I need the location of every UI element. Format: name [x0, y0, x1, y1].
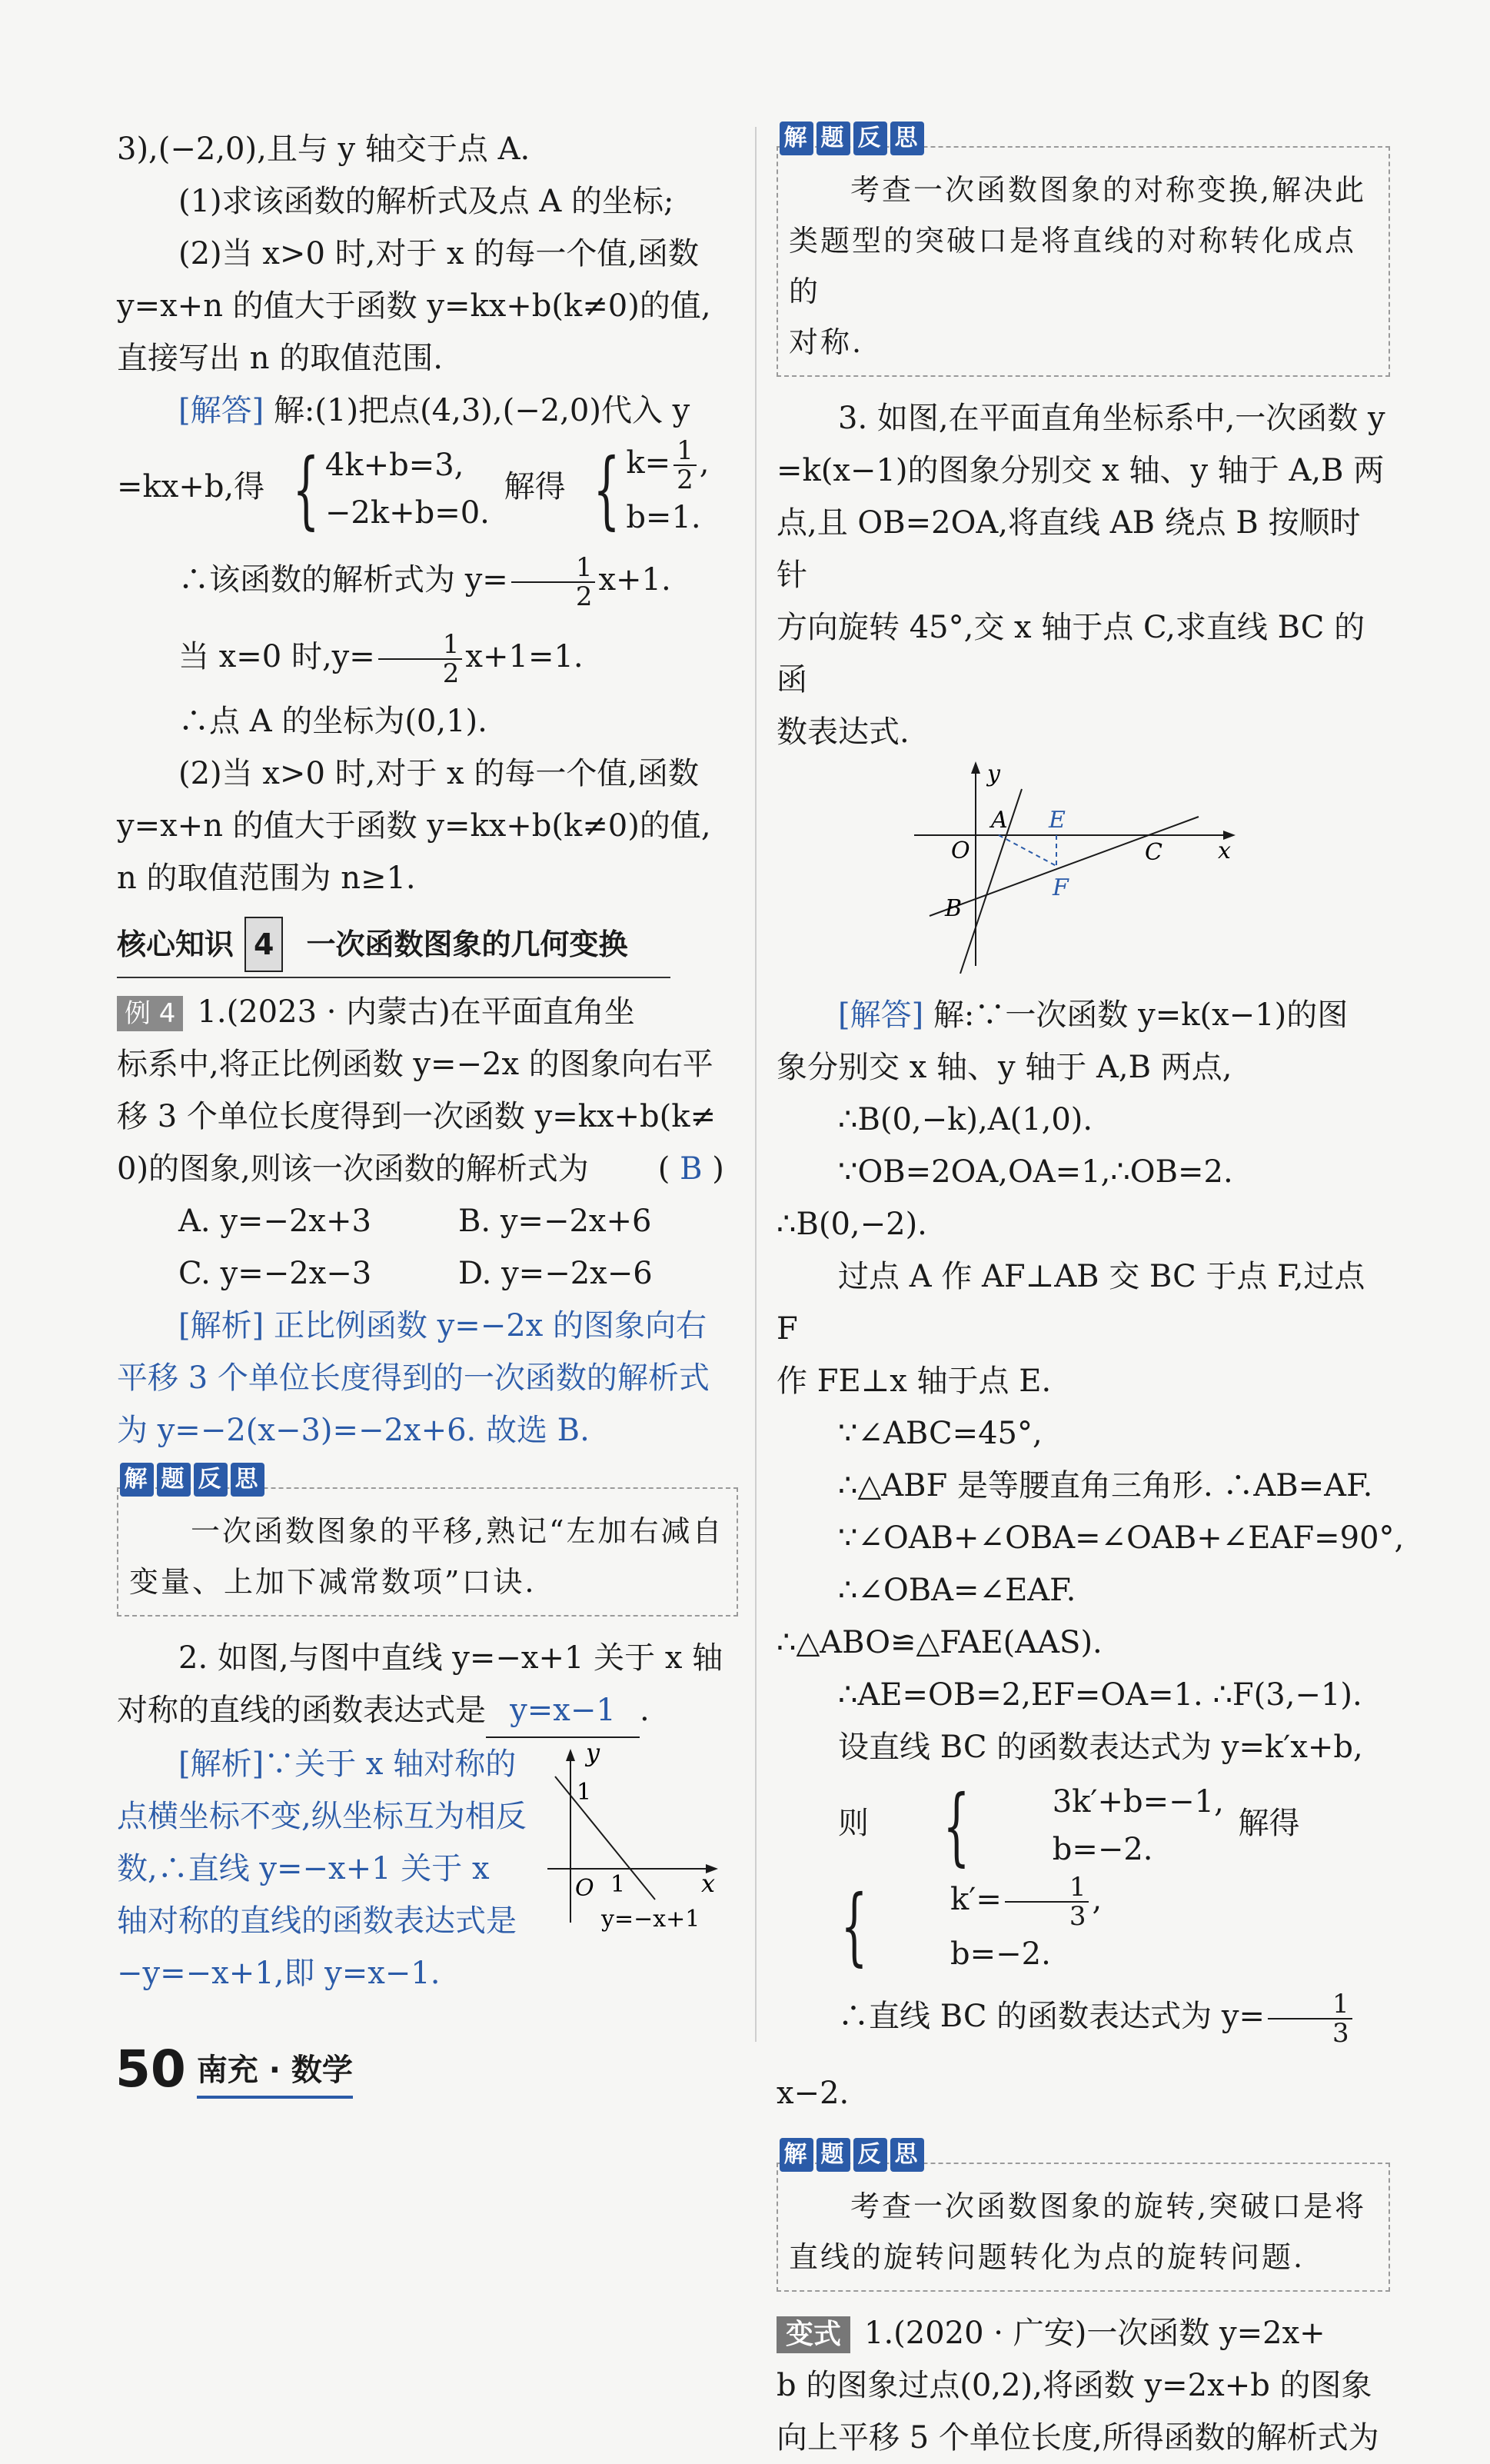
reflection-box-3: 解 题 反 思 考查一次函数图象的旋转,突破口是将 直线的旋转问题转化为点的旋转问题.: [777, 2163, 1390, 2292]
question-2-title-2: 对称的直线的函数表达式是 y=x−1 .: [117, 1684, 738, 1738]
example-label: 例 4: [117, 996, 183, 1031]
reflection-label: 解 题 反 思: [120, 1463, 268, 1497]
reflection-label: 解 题 反 思: [780, 122, 927, 155]
function-result: ∴该函数的解析式为 y= $\frac{1}{2}$ x+1.: [178, 552, 671, 612]
reflection-box-2: 解 题 反 思 考查一次函数图象的对称变换,解决此 类题型的突破口是将直线的对称转化成点的 对称.: [777, 146, 1390, 377]
fig1-y-label: y: [586, 1738, 600, 1767]
section-number: 4: [244, 917, 283, 972]
answer3-line-6: 作 FE⊥x 轴于点 E.: [777, 1364, 1052, 1399]
section-heading: 核心知识 4 一次函数图象的几何变换: [117, 917, 670, 978]
answer3-line-4: ∵OB=2OA,OA=1,∴OB=2. ∴B(0,−2).: [777, 1154, 1233, 1242]
variant-line-2: b 的图象过点(0,2),将函数 y=2x+b 的图象: [777, 2368, 1372, 2403]
equation-system-line: =kx+b,得 { 4k+b=3, −2k+b=0. 解得 { k= $\frac{1}{2}$ , b=1.: [117, 437, 738, 541]
answer3-final: ∴直线 BC 的函数表达式为 y= $\frac{1}{3}$ x−2.: [777, 1978, 1390, 2132]
point-a: ∴点 A 的坐标为(0,1).: [178, 704, 487, 739]
answer3-line-5: 过点 A 作 AF⊥AB 交 BC 于点 F,过点 F: [777, 1259, 1365, 1347]
question-2-title-1: 2. 如图,与图中直线 y=−x+1 关于 x 轴: [178, 1640, 723, 1676]
part-2-line-1: (2)当 x>0 时,对于 x 的每一个值,函数: [178, 756, 700, 791]
variant-line-3: 向上平移 5 个单位长度,所得函数的解析式为: [777, 2420, 1379, 2456]
answer3-system: 则 { 3k′+b=−1, b=−2. 解得 { k′= $\frac{1}{3}$ , b=−2.: [838, 1776, 1300, 1975]
fig2-o-label: O: [951, 837, 970, 864]
page-footer: [115, 2039, 353, 2099]
column-divider: [755, 127, 757, 2042]
example-4-line-1: 例 4 1.(2023 · 内蒙古)在平面直角坐: [117, 986, 738, 1038]
fig2-e-label: E: [1049, 807, 1066, 834]
when-x-zero: 当 x=0 时,y= $\frac{1}{2}$ x+1=1.: [178, 629, 584, 689]
variant-line-1: 变式 1.(2020 · 广安)一次函数 y=2x+: [777, 2307, 1390, 2359]
fig2-a-label: A: [991, 807, 1008, 834]
analysis-line-3: 为 y=−2(x−3)=−2x+6. 故选 B.: [117, 1413, 590, 1448]
analysis2-line-1: [解析]∵关于 x 轴对称的: [178, 1746, 517, 1782]
answer3-line-1: [解答] 解:∵一次函数 y=k(x−1)的图: [838, 997, 1349, 1033]
fig2-c-label: C: [1145, 839, 1162, 866]
analysis-line-1: [解析] 正比例函数 y=−2x 的图象向右: [178, 1308, 707, 1344]
y-axis-arrow: [566, 1749, 575, 1761]
answer-blank: y=x−1: [486, 1684, 640, 1738]
analysis-line-2: 平移 3 个单位长度得到的一次函数的解析式: [117, 1360, 710, 1396]
question-3-line-2: =k(x−1)的图象分别交 x 轴、y 轴于 A,B 两: [777, 453, 1385, 488]
example-4-line-4: 0)的图象,则该一次函数的解析式为 ( B ): [117, 1151, 724, 1187]
variant-label: 变式: [777, 2316, 850, 2353]
figure-rotation: [914, 758, 1252, 974]
reflection-label: 解 题 反 思: [780, 2138, 927, 2172]
solution-system: { k= $\frac{1}{2}$ , b=1.: [593, 435, 710, 538]
answer-tag: [解答]: [178, 393, 264, 428]
fig2-f-label: F: [1053, 874, 1069, 901]
example-4-line-3: 移 3 个单位长度得到一次函数 y=kx+b(k≠: [117, 1099, 716, 1134]
segment-af: [999, 835, 1056, 866]
question-3-line-3: 点,且 OB=2OA,将直线 AB 绕点 B 按顺时针: [777, 505, 1361, 593]
question-1: (1)求该函数的解析式及点 A 的坐标;: [178, 184, 674, 219]
answer3-line-7: ∵∠ABC=45°,: [838, 1416, 1043, 1451]
fig2-b-label: B: [945, 895, 963, 922]
right-column: [777, 123, 1405, 2464]
question-3-line-1: 3. 如图,在平面直角坐标系中,一次函数 y: [838, 401, 1385, 436]
options-row-1: A. y=−2x+3 B. y=−2x+6: [178, 1204, 652, 1239]
fig2-y-label: y: [987, 761, 1000, 787]
fig1-line-label: y=−x+1: [601, 1906, 700, 1933]
question-3-line-5: 数表达式.: [777, 714, 910, 750]
part-2-line-3: n 的取值范围为 n≥1.: [117, 861, 416, 896]
y-axis-arrow: [971, 761, 980, 774]
question-2-analysis-block: [解析]∵关于 x 轴对称的 点横坐标不变,纵坐标互为相反 数,∴直线 y=−x+1 关于 x 轴对称的直线的函数表达式是 −y=−x+1,即 y=x−1. y x 1 1 O y=−x+1: [117, 1738, 738, 2000]
book-title: 南充 · 数学: [197, 2046, 353, 2099]
example-4-line-2: 标系中,将正比例函数 y=−2x 的图象向右平: [117, 1047, 713, 1082]
reflection-box-1: 解 题 反 思 一次函数图象的平移,熟记“左加右减自 变量、上加下减常数项”口诀.: [117, 1487, 738, 1617]
answer3-line-2: 象分别交 x 轴、y 轴于 A,B 两点,: [777, 1050, 1232, 1085]
answer-start: [解答] 解:(1)把点(4,3),(−2,0)代入 y: [178, 393, 690, 428]
answer3-line-10: ∴∠OBA=∠EAF. ∴△ABO≌△FAE(AAS).: [777, 1573, 1103, 1660]
intro-line: 3),(−2,0),且与 y 轴交于点 A.: [117, 132, 530, 167]
figure-line-reflection: [540, 1738, 724, 1938]
fig1-x-label: x: [701, 1869, 716, 1898]
answer3-line-8: ∴△ABF 是等腰直角三角形. ∴AB=AF.: [838, 1468, 1373, 1503]
answer3-line-12: 设直线 BC 的函数表达式为 y=k′x+b,: [838, 1730, 1363, 1765]
left-column: [117, 123, 738, 2000]
question-2-line-2: y=x+n 的值大于函数 y=kx+b(k≠0)的值,: [117, 288, 711, 324]
fig1-one-x: 1: [610, 1871, 626, 1898]
page-number: 50: [115, 2039, 186, 2099]
answer3-line-9: ∵∠OAB+∠OBA=∠OAB+∠EAF=90°,: [838, 1520, 1405, 1556]
question-2-line-3: 直接写出 n 的取值范围.: [117, 341, 443, 376]
fig1-origin: O: [575, 1875, 594, 1902]
fig1-one-y: 1: [577, 1779, 592, 1806]
options-row-2: C. y=−2x−3 D. y=−2x−6: [178, 1256, 653, 1291]
question-3-line-4: 方向旋转 45°,交 x 轴于点 C,求直线 BC 的函: [777, 610, 1365, 698]
answer3-line-3: ∴B(0,−k),A(1,0).: [838, 1102, 1093, 1137]
part-2-line-2: y=x+n 的值大于函数 y=kx+b(k≠0)的值,: [117, 808, 711, 844]
question-2-line-1: (2)当 x>0 时,对于 x 的每一个值,函数: [178, 236, 700, 271]
example-answer: B: [680, 1151, 703, 1187]
fig2-x-label: x: [1218, 837, 1231, 864]
answer3-line-11: ∴AE=OB=2,EF=OA=1. ∴F(3,−1).: [838, 1677, 1362, 1713]
equation-system: { 4k+b=3, −2k+b=0.: [292, 440, 490, 538]
figure-rotation-wrap: [777, 758, 1390, 974]
